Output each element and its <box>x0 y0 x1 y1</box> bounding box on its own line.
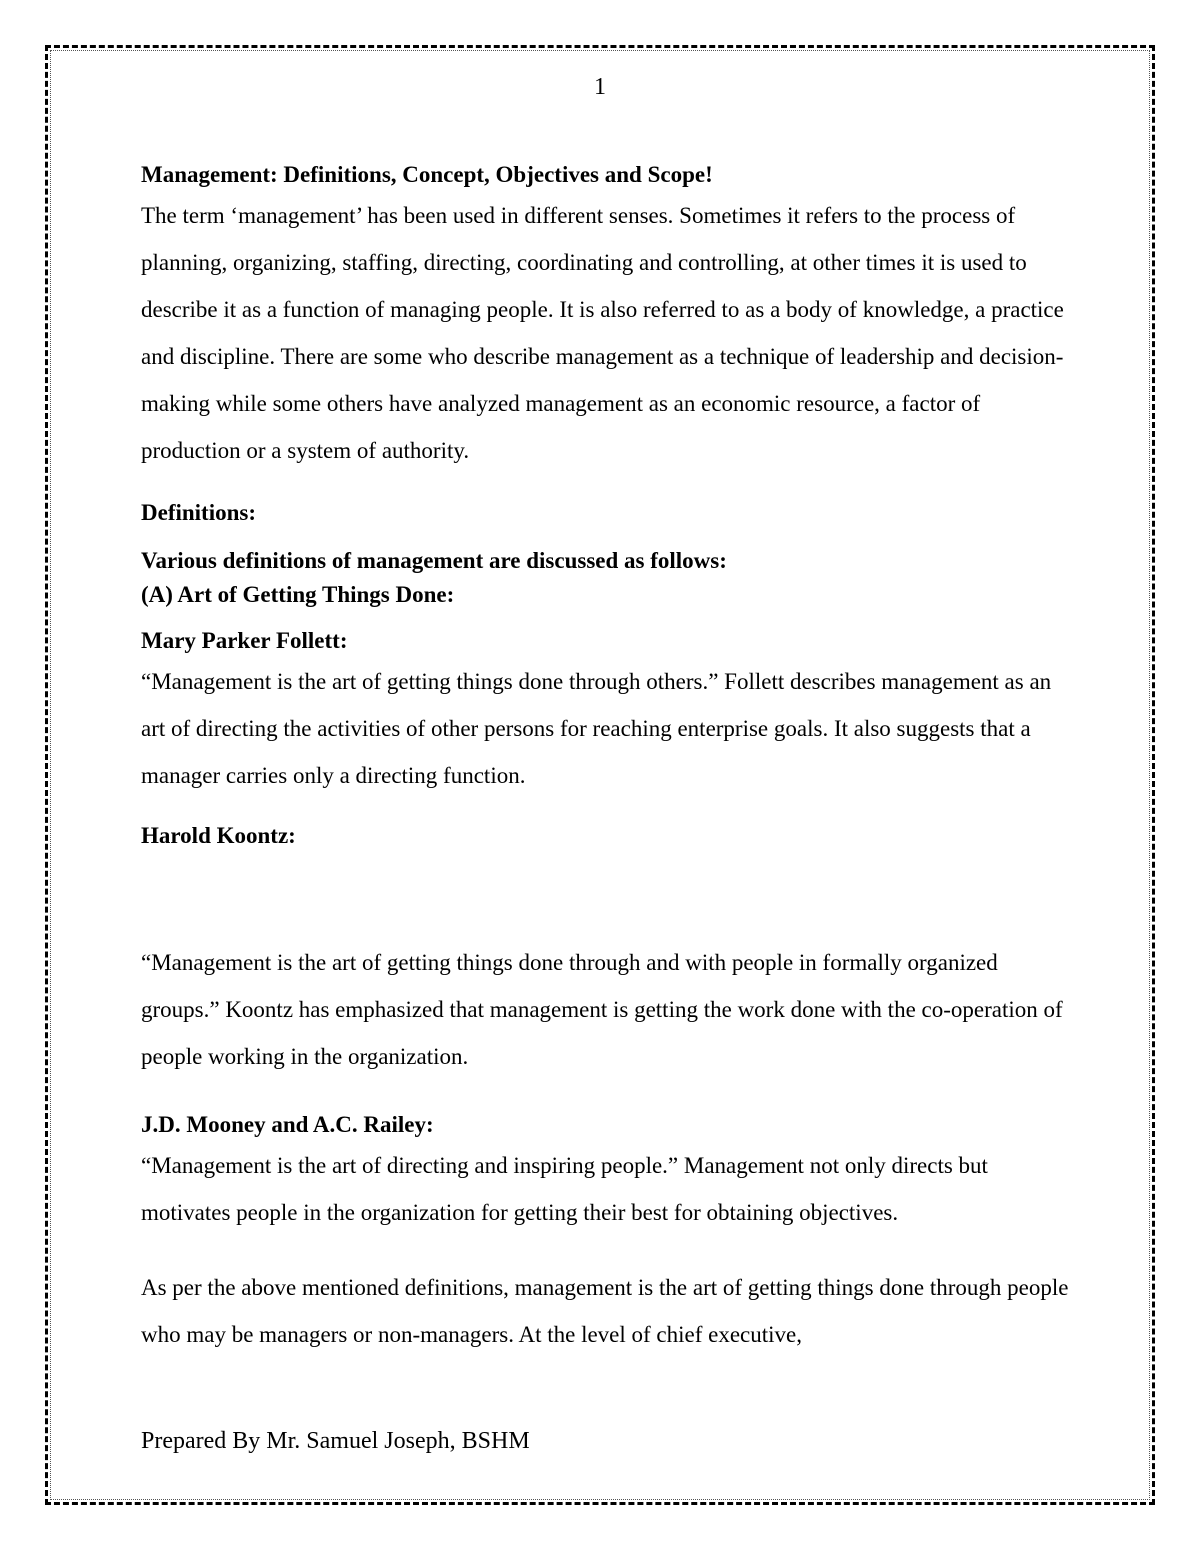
document-title: Management: Definitions, Concept, Objectives and Scope! <box>141 162 713 187</box>
koontz-heading: Harold Koontz: <box>141 823 296 848</box>
page-footer: Prepared By Mr. Samuel Joseph, BSHM <box>141 1428 530 1454</box>
definitions-intro: Various definitions of management are discussed as follows: <box>141 548 727 573</box>
mooney-paragraph: “Management is the art of directing and inspiring people.” Management not only directs but motivates people in the organization for getting their best for obtaining objectives. <box>141 1153 988 1225</box>
follett-paragraph: “Management is the art of getting things done through others.” Follett describes management as an art of directing the activities of other persons for reaching enterprise goals. It also suggests that a manager carries only a directing function. <box>141 669 1052 788</box>
definitions-heading: Definitions: <box>141 500 256 525</box>
summary-paragraph: As per the above mentioned definitions, management is the art of getting things done through people who may be managers or non-managers. At the level of chief executive, <box>141 1275 1069 1347</box>
page-number: 1 <box>594 74 606 100</box>
mooney-heading: J.D. Mooney and A.C. Railey: <box>141 1112 434 1137</box>
intro-paragraph: The term ‘management’ has been used in different senses. Sometimes it refers to the process of planning, organizing, staffing, directing, coordinating and controlling, at other times it is used to describe it as a function of managing people. It is also referred to as a body of knowledge, a practice and discipline. There are some who describe management as a technique of leadership and decision-making while some others have analyzed management as an economic resource, a factor of production or a system of authority. <box>141 203 1064 463</box>
section-a-heading: (A) Art of Getting Things Done: <box>141 582 455 607</box>
follett-heading: Mary Parker Follett: <box>141 628 348 653</box>
document-body <box>141 158 1071 1358</box>
koontz-paragraph: “Management is the art of getting things done through and with people in formally organized groups.” Koontz has emphasized that management is getting the work done with the co-operation of people working in the organization. <box>141 950 1063 1069</box>
